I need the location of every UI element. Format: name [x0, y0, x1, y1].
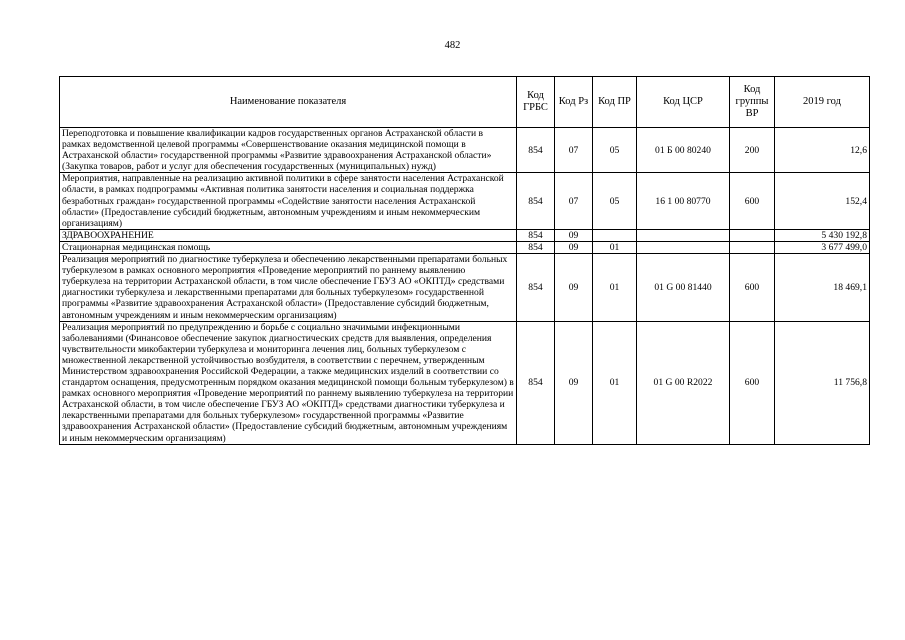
row-name: ЗДРАВООХРАНЕНИЕ	[60, 229, 517, 241]
row-name: Реализация мероприятий по предупреждению и борьбе с социально значимыми инфекционными заболеваниями (Финансовое обеспечение закупок диагностических средств для выявления, определения чувствительности микобактерии туберкулеза и мониторинга лечения лиц, больных туберкулезом с множественной лекарственной устойчивостью возбудителя, в соответствии с перечнем, утвержденным Министерством здравоохранения Российской Федерации, а также медицинских изделий в соответствии со стандартом оснащения, предусмотренным порядком оказания медицинской помощи больным туберкулезом) в рамках основного мероприятия «Проведение мероприятий по раннему выявлению туберкулеза на территории Астраханской области, в том числе обеспечение ГБУЗ АО «ОКПТД» средствами диагностики туберкулеза и лекарственными препаратами для больных туберкулезом» государственной программы «Развитие здравоохранения Астраханской области» (Предоставление субсидий бюджетным, автономным учреждениям и иным некоммерческим организациям)	[60, 321, 517, 444]
row-grbs: 854	[517, 128, 555, 173]
row-rz: 07	[555, 173, 593, 229]
row-csr: 01 G 00 81440	[637, 254, 730, 322]
header-name: Наименование показателя	[60, 77, 517, 128]
row-amount: 152,4	[775, 173, 870, 229]
row-pr	[593, 229, 637, 241]
table-row	[60, 254, 870, 322]
row-pr: 01	[593, 254, 637, 322]
row-amount: 11 756,8	[775, 321, 870, 444]
row-csr: 16 1 00 80770	[637, 173, 730, 229]
header-csr: Код ЦСР	[637, 77, 730, 128]
page-number: 482	[444, 40, 461, 51]
header-pr: Код ПР	[593, 77, 637, 128]
row-name: Переподготовка и повышение квалификации кадров государственных органов Астраханской области в рамках ведомственной целевой программы «Совершенствование оказания медицинской помощи в Астраханской области» государственной программы «Развитие здравоохранения Астраханской области» (Закупка товаров, работ и услуг для обеспечения государственных (муниципальных) нужд)	[60, 128, 517, 173]
row-rz: 07	[555, 128, 593, 173]
row-amount: 12,6	[775, 128, 870, 173]
row-rz: 09	[555, 241, 593, 253]
row-csr	[637, 229, 730, 241]
row-vr	[730, 241, 775, 253]
row-name: Мероприятия, направленные на реализацию активной политики в сфере занятости населения Астраханской области, в рамках подпрограммы «Активная политика занятости населения и социальная поддержка безработных граждан» государственной программы «Содействие занятости населения Астраханской области» (Предоставление субсидий бюджетным, автономным учреждениям и иным некоммерческим организациям)	[60, 173, 517, 229]
row-grbs: 854	[517, 254, 555, 322]
row-pr: 05	[593, 173, 637, 229]
row-grbs: 854	[517, 229, 555, 241]
row-grbs: 854	[517, 241, 555, 253]
row-name: Реализация мероприятий по диагностике туберкулеза и обеспечению лекарственными препаратами больных туберкулезом в рамках основного мероприятия «Проведение мероприятий по раннему выявлению туберкулеза на территории Астраханской области, в том числе обеспечение ГБУЗ АО «ОКПТД» средствами диагностики туберкулеза и лекарственными препаратами для больных туберкулезом» государственной программы «Развитие здравоохранения Астраханской области» (Предоставление субсидий бюджетным, автономным учреждениям и иным некоммерческим организациям)	[60, 254, 517, 322]
row-vr: 600	[730, 254, 775, 322]
row-grbs: 854	[517, 173, 555, 229]
budget-table	[59, 76, 870, 445]
row-pr: 01	[593, 321, 637, 444]
table-row	[60, 229, 870, 241]
row-vr	[730, 229, 775, 241]
header-grbs: Код ГРБС	[517, 77, 555, 128]
row-amount: 5 430 192,8	[775, 229, 870, 241]
header-rz: Код Рз	[555, 77, 593, 128]
row-vr: 600	[730, 173, 775, 229]
row-pr: 05	[593, 128, 637, 173]
row-pr: 01	[593, 241, 637, 253]
row-rz: 09	[555, 229, 593, 241]
row-vr: 200	[730, 128, 775, 173]
row-grbs: 854	[517, 321, 555, 444]
table-header-row	[60, 77, 870, 128]
row-name: Стационарная медицинская помощь	[60, 241, 517, 253]
row-csr: 01 G 00 R2022	[637, 321, 730, 444]
header-vr: Код группы ВР	[730, 77, 775, 128]
row-vr: 600	[730, 321, 775, 444]
row-amount: 3 677 499,0	[775, 241, 870, 253]
header-year: 2019 год	[775, 77, 870, 128]
row-csr	[637, 241, 730, 253]
table-row	[60, 128, 870, 173]
table-row	[60, 321, 870, 444]
row-rz: 09	[555, 254, 593, 322]
table-row	[60, 173, 870, 229]
table-row	[60, 241, 870, 253]
row-amount: 18 469,1	[775, 254, 870, 322]
row-rz: 09	[555, 321, 593, 444]
row-csr: 01 Б 00 80240	[637, 128, 730, 173]
